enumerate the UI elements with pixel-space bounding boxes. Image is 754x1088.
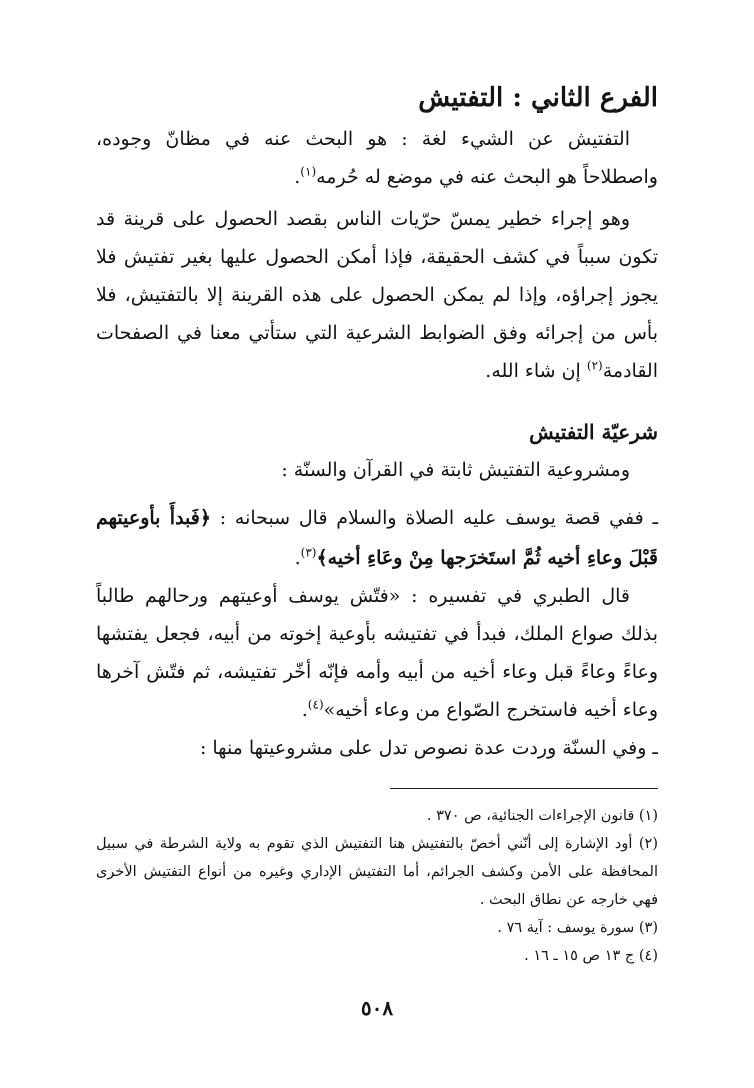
footnote-ref-3: (٣) xyxy=(300,545,317,560)
tabari-paragraph xyxy=(96,577,658,729)
footnote-3: (٣) سورة يوسف : آية ٧٦ . xyxy=(497,920,658,936)
tabari-end: . xyxy=(301,699,308,721)
definition-end: . xyxy=(294,166,301,188)
page-number: ٥٠٨ xyxy=(360,996,394,1020)
risk-paragraph xyxy=(96,200,658,390)
subsection-heading: شرعيّة التفتيش xyxy=(529,420,658,444)
section-heading: الفرع الثاني : التفتيش xyxy=(418,83,658,113)
basis-paragraph: ومشروعية التفتيش ثابتة في القرآن والسنّة : xyxy=(281,459,630,481)
definition-paragraph xyxy=(96,120,658,196)
definition-text: التفتيش عن الشيء لغة : هو البحث عنه في مظانّ وجوده، واصطلاحاً هو البحث عنه في موضع له حُرمه xyxy=(96,128,658,188)
footnote-ref-4: (٤) xyxy=(307,697,324,712)
footnote-separator xyxy=(390,788,658,789)
yusuf-intro: ـ ففي قصة يوسف عليه الصلاة والسلام قال سبحانه : xyxy=(219,507,659,529)
footnote-ref-1: (١) xyxy=(300,164,317,179)
sunnah-paragraph: ـ وفي السنّة وردت عدة نصوص تدل على مشروعيتها منها : xyxy=(199,737,658,759)
risk-end: إن شاء الله. xyxy=(485,360,581,382)
risk-text: وهو إجراء خطير يمسّ حرّيات الناس بقصد الحصول على قرينة قد تكون سبباً في كشف الحقيقة، فإذا أمكن الحصول عليها بغير تفتيش فلا يجوز إجراؤه، وإذا لم يمكن الحصول على هذه القرينة إلا بالتفتيش، فلا بأس من إجرائه وفق الضوابط الشرعية التي ستأتي معنا في الصفحات القادمة xyxy=(96,208,658,382)
yusuf-end: . xyxy=(294,547,301,569)
footnote-2: (٢) أود الإشارة إلى أنّني أخصّ بالتفتيش هنا التفتيش الذي تقوم به ولاية الشرطة في سبيل المحافظة على الأمن وكشف الجرائم، أما التفتيش الإداري وغيره من أنواع التفتيش الأخرى فهي خارجه عن نطاق البحث . xyxy=(96,836,658,908)
footnote-4: (٤) ج ١٣ ص ١٥ ـ ١٦ . xyxy=(524,948,658,964)
footnote-1: (١) قانون الإجراءات الجنائية، ص ٣٧٠ . xyxy=(426,808,658,824)
yusuf-paragraph xyxy=(96,498,658,578)
tabari-text: قال الطبري في تفسيره : «فتّش يوسف أوعيتهم ورحالهم طالباً بذلك صواع الملك، فبدأ في تفتيشه بأوعية إخوته من أبيه، فجعل يفتشها وعاءً وعاءً قبل وعاء أخيه من أبيه وأمه فإنّه أخّر تفتيشه، ثم فتّش آخرها وعاء أخيه فاستخرج الصّواع من وعاء أخيه» xyxy=(96,585,658,721)
quran-quote: ﴿فَبدأَ بأوعيتهم قَبْلَ وعاءِ أخيه ثُمَّ استَخرَجها مِنْ وعَاءِ أخيه﴾ xyxy=(96,507,658,569)
footnotes xyxy=(96,802,658,970)
footnote-ref-2: (٢) xyxy=(586,358,603,373)
